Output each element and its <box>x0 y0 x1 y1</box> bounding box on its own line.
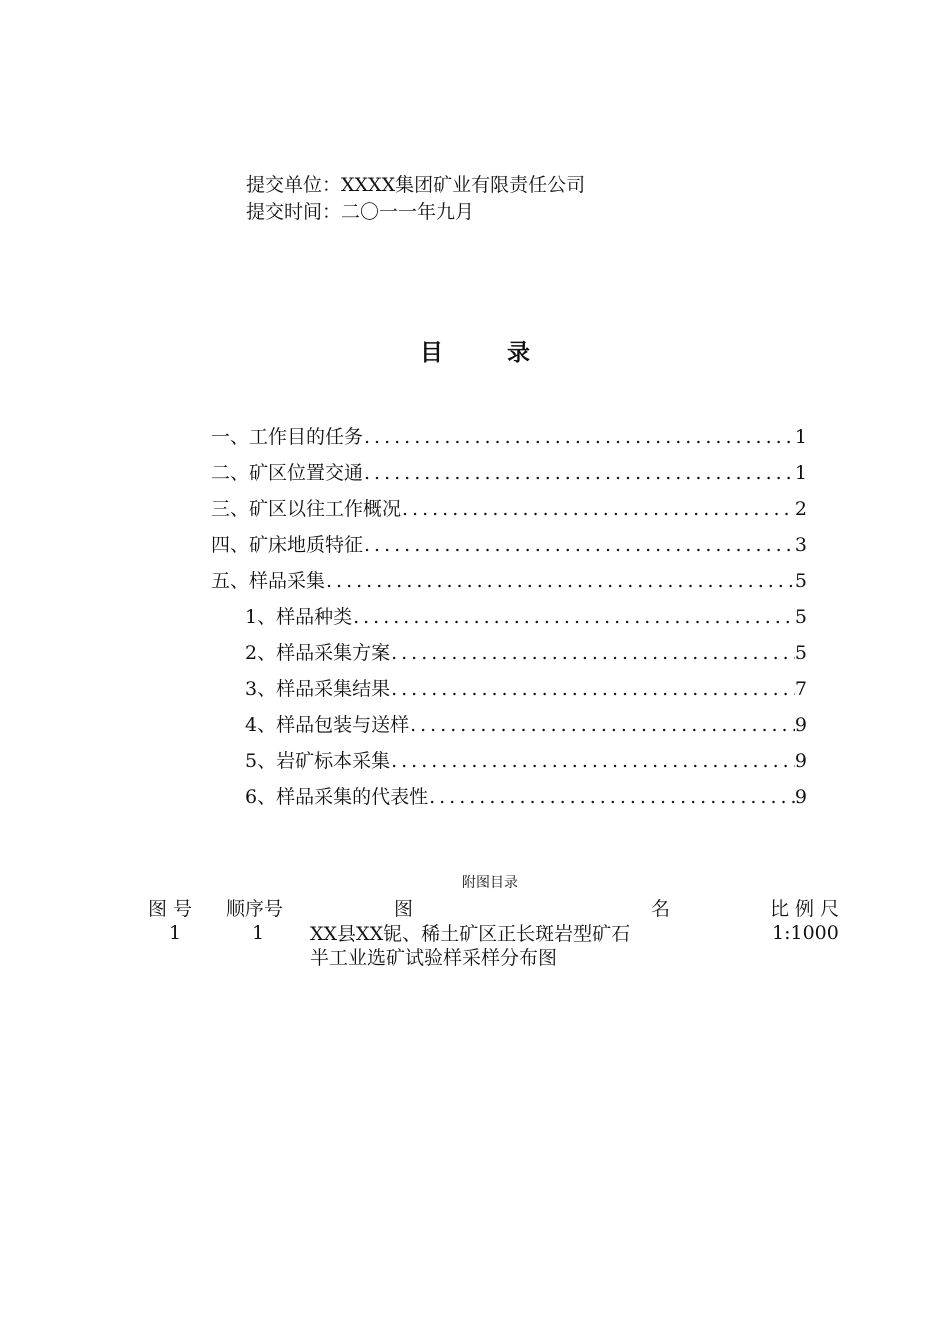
toc-list <box>211 422 807 818</box>
toc-subitem-page: 7 <box>794 678 807 700</box>
row-fig-no: 1 <box>169 922 182 944</box>
toc-item-page: 5 <box>794 570 807 592</box>
toc-leader-dots <box>390 750 795 772</box>
toc-item-label: 三、矿区以往工作概况 <box>211 498 402 520</box>
toc-subitem-page: 9 <box>794 714 807 736</box>
toc-subitem[interactable] <box>211 674 807 710</box>
toc-subitem[interactable] <box>211 746 807 782</box>
toc-leader-dots <box>363 426 795 448</box>
toc-leader-dots <box>363 462 795 484</box>
toc-item-label: 五、样品采集 <box>211 570 326 592</box>
toc-subitem[interactable] <box>211 602 807 638</box>
toc-leader-dots <box>352 606 795 628</box>
toc-subitem-page: 9 <box>794 786 807 808</box>
toc-subitem-label: 2、样品采集方案 <box>245 642 391 664</box>
toc-leader-dots <box>390 678 795 700</box>
toc-subitem-label: 4、样品包装与送样 <box>245 714 410 736</box>
row-figure-name <box>310 922 630 970</box>
toc-item[interactable] <box>211 566 807 602</box>
toc-subitem[interactable] <box>211 710 807 746</box>
toc-title: 目 录 <box>419 339 558 366</box>
toc-leader-dots <box>363 534 795 556</box>
submission-unit: 提交单位：XXXX集团矿业有限责任公司 <box>246 174 586 196</box>
toc-leader-dots <box>390 642 795 664</box>
toc-item-page: 1 <box>794 426 807 448</box>
header-name-part1: 图 <box>394 898 414 920</box>
toc-subitem[interactable] <box>211 782 807 818</box>
toc-item-label: 二、矿区位置交通 <box>211 462 364 484</box>
toc-item-page: 3 <box>794 534 807 556</box>
header-scale: 比 例 尺 <box>770 898 840 920</box>
header-seq-no: 顺序号 <box>226 898 284 920</box>
toc-subitem-label: 6、样品采集的代表性 <box>245 786 429 808</box>
toc-leader-dots <box>401 498 795 520</box>
toc-item[interactable] <box>211 458 807 494</box>
toc-subitem-label: 5、岩矿标本采集 <box>245 750 391 772</box>
toc-subitem-page: 5 <box>794 642 807 664</box>
row-figure-name-line2: 半工业选矿试验样采样分布图 <box>310 947 558 969</box>
row-scale: 1:1000 <box>772 922 839 944</box>
toc-subitem-label: 3、样品采集结果 <box>245 678 391 700</box>
toc-item-page: 1 <box>794 462 807 484</box>
toc-leader-dots <box>409 714 795 736</box>
toc-leader-dots <box>325 570 795 592</box>
submission-time: 提交时间：二〇一一年九月 <box>246 201 475 223</box>
toc-subitem-page: 5 <box>794 606 807 628</box>
toc-item[interactable] <box>211 422 807 458</box>
toc-item-page: 2 <box>794 498 807 520</box>
toc-item[interactable] <box>211 530 807 566</box>
toc-subitem-page: 9 <box>794 750 807 772</box>
submission-info <box>246 172 585 226</box>
header-name-part2: 名 <box>651 898 671 920</box>
toc-leader-dots <box>428 786 795 808</box>
row-figure-name-line1: XX县XX铌、稀土矿区正长斑岩型矿石 <box>310 923 631 945</box>
toc-item-label: 一、工作目的任务 <box>211 426 364 448</box>
appendix-heading: 附图目录 <box>462 875 518 891</box>
toc-subitem-label: 1、样品种类 <box>245 606 353 628</box>
row-seq-no: 1 <box>252 922 265 944</box>
toc-item-label: 四、矿床地质特征 <box>211 534 364 556</box>
toc-subitem[interactable] <box>211 638 807 674</box>
header-fig-no: 图 号 <box>148 898 193 920</box>
toc-item[interactable] <box>211 494 807 530</box>
